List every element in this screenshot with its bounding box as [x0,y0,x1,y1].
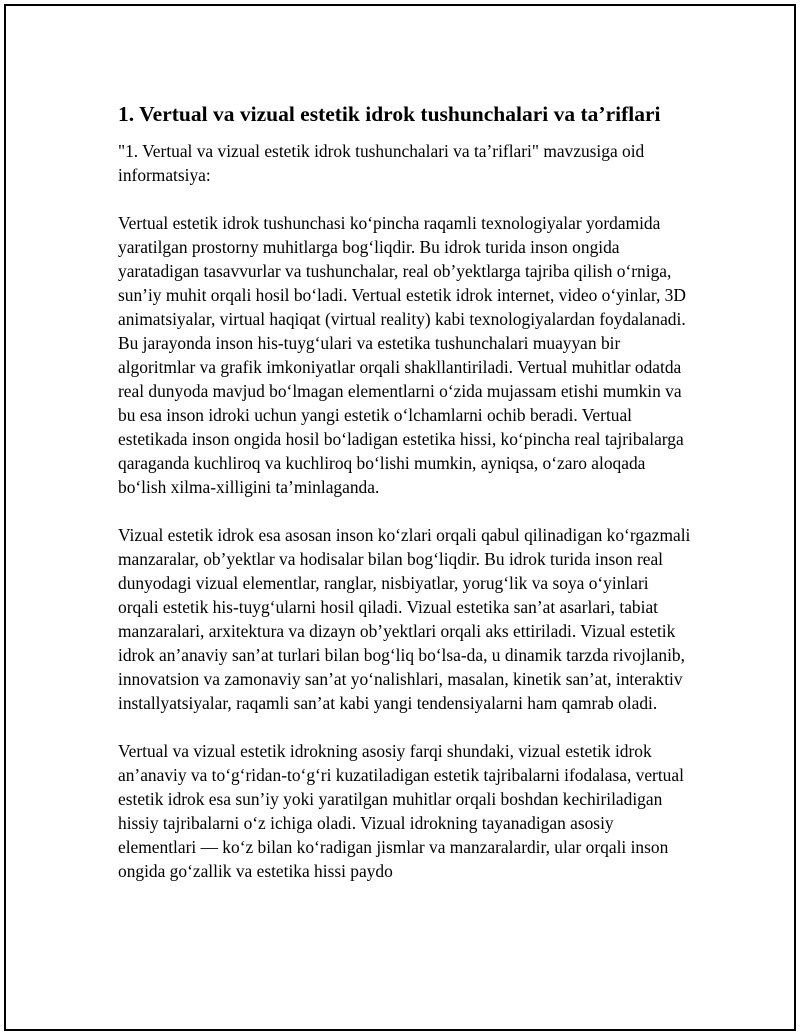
virtual-aesthetic-paragraph: Vertual estetik idrok tushunchasi ko‘pincha raqamli texnologiyalar yordamida yaratilgan prostorny muhitlarga bog‘liqdir. Bu idrok turida inson ongida yaratadigan tasavvurlar va tushunchalar, real ob’yektlarga tajriba qilish o‘rniga, sun’iy muhit orqali hosil bo‘ladi. Vertual estetik idrok internet, video o‘yinlar, 3D animatsiyalar, virtual haqiqat (virtual reality) kabi texnologiyalardan foydalanadi. Bu jarayonda inson his-tuyg‘ulari va estetika tushunchalari muayyan bir algoritmlar va grafik imkoniyatlar orqali shakllantiriladi. Vertual muhitlar odatda real dunyoda mavjud bo‘lmagan elementlarni o‘zida mujassam etishi mumkin va bu esa inson idroki uchun yangi estetik o‘lchamlarni ochib beradi. Vertual estetikada inson ongida hosil bo‘ladigan estetika hissi, ko‘pincha real tajribalarga qaraganda kuchliroq va kuchliroq bo‘lishi mumkin, ayniqsa, o‘zaro aloqada bo‘lish xilma-xilligini ta’minlaganda. [118,213,686,497]
document-body [118,99,693,907]
page-frame [4,4,796,1031]
visual-aesthetic-paragraph: Vizual estetik idrok esa asosan inson ko‘zlari orqali qabul qilinadigan ko‘rgazmali manzaralar, ob’yektlar va hodisalar bilan bog‘liqdir. Bu idrok turida inson real dunyodagi vizual elementlar, ranglar, nisbiyatlar, yorug‘lik va soya o‘yinlari orqali estetik his-tuyg‘ularni hosil qiladi. Vizual estetika san’at asarlari, tabiat manzaralari, arxitektura va dizayn ob’yektlari orqali aks ettiriladi. Vizual estetik idrok an’anaviy san’at turlari bilan bog‘liq bo‘lsa-da, u dinamik tarzda rivojlanib, innovatsion va zamonaviy san’at yo‘nalishlari, masalan, kinetik san’at, interaktiv installyatsiyalar, raqamli san’at kabi yangi tendensiyalarni ham qamrab oladi. [118,525,691,713]
intro-paragraph: "1. Vertual va vizual estetik idrok tushunchalari va ta’riflari" mavzusiga oid informatsiya: [118,141,645,185]
comparison-paragraph: Vertual va vizual estetik idrokning asosiy farqi shundaki, vizual estetik idrok an’anaviy va to‘g‘ridan-to‘g‘ri kuzatiladigan estetik tajribalarni ifodalasa, vertual estetik idrok esa sun’iy yoki yaratilgan muhitlar orqali boshdan kechiriladigan hissiy tajribalarni o‘z ichiga oladi. Vizual idrokning tayanadigan asosiy elementlari — ko‘z bilan ko‘radigan jismlar va manzaralardir, ular orqali inson ongida go‘zallik va estetika hissi paydo [118,741,684,881]
section-heading: 1. Vertual va vizual estetik idrok tushunchalari va ta’riflari [118,102,661,126]
